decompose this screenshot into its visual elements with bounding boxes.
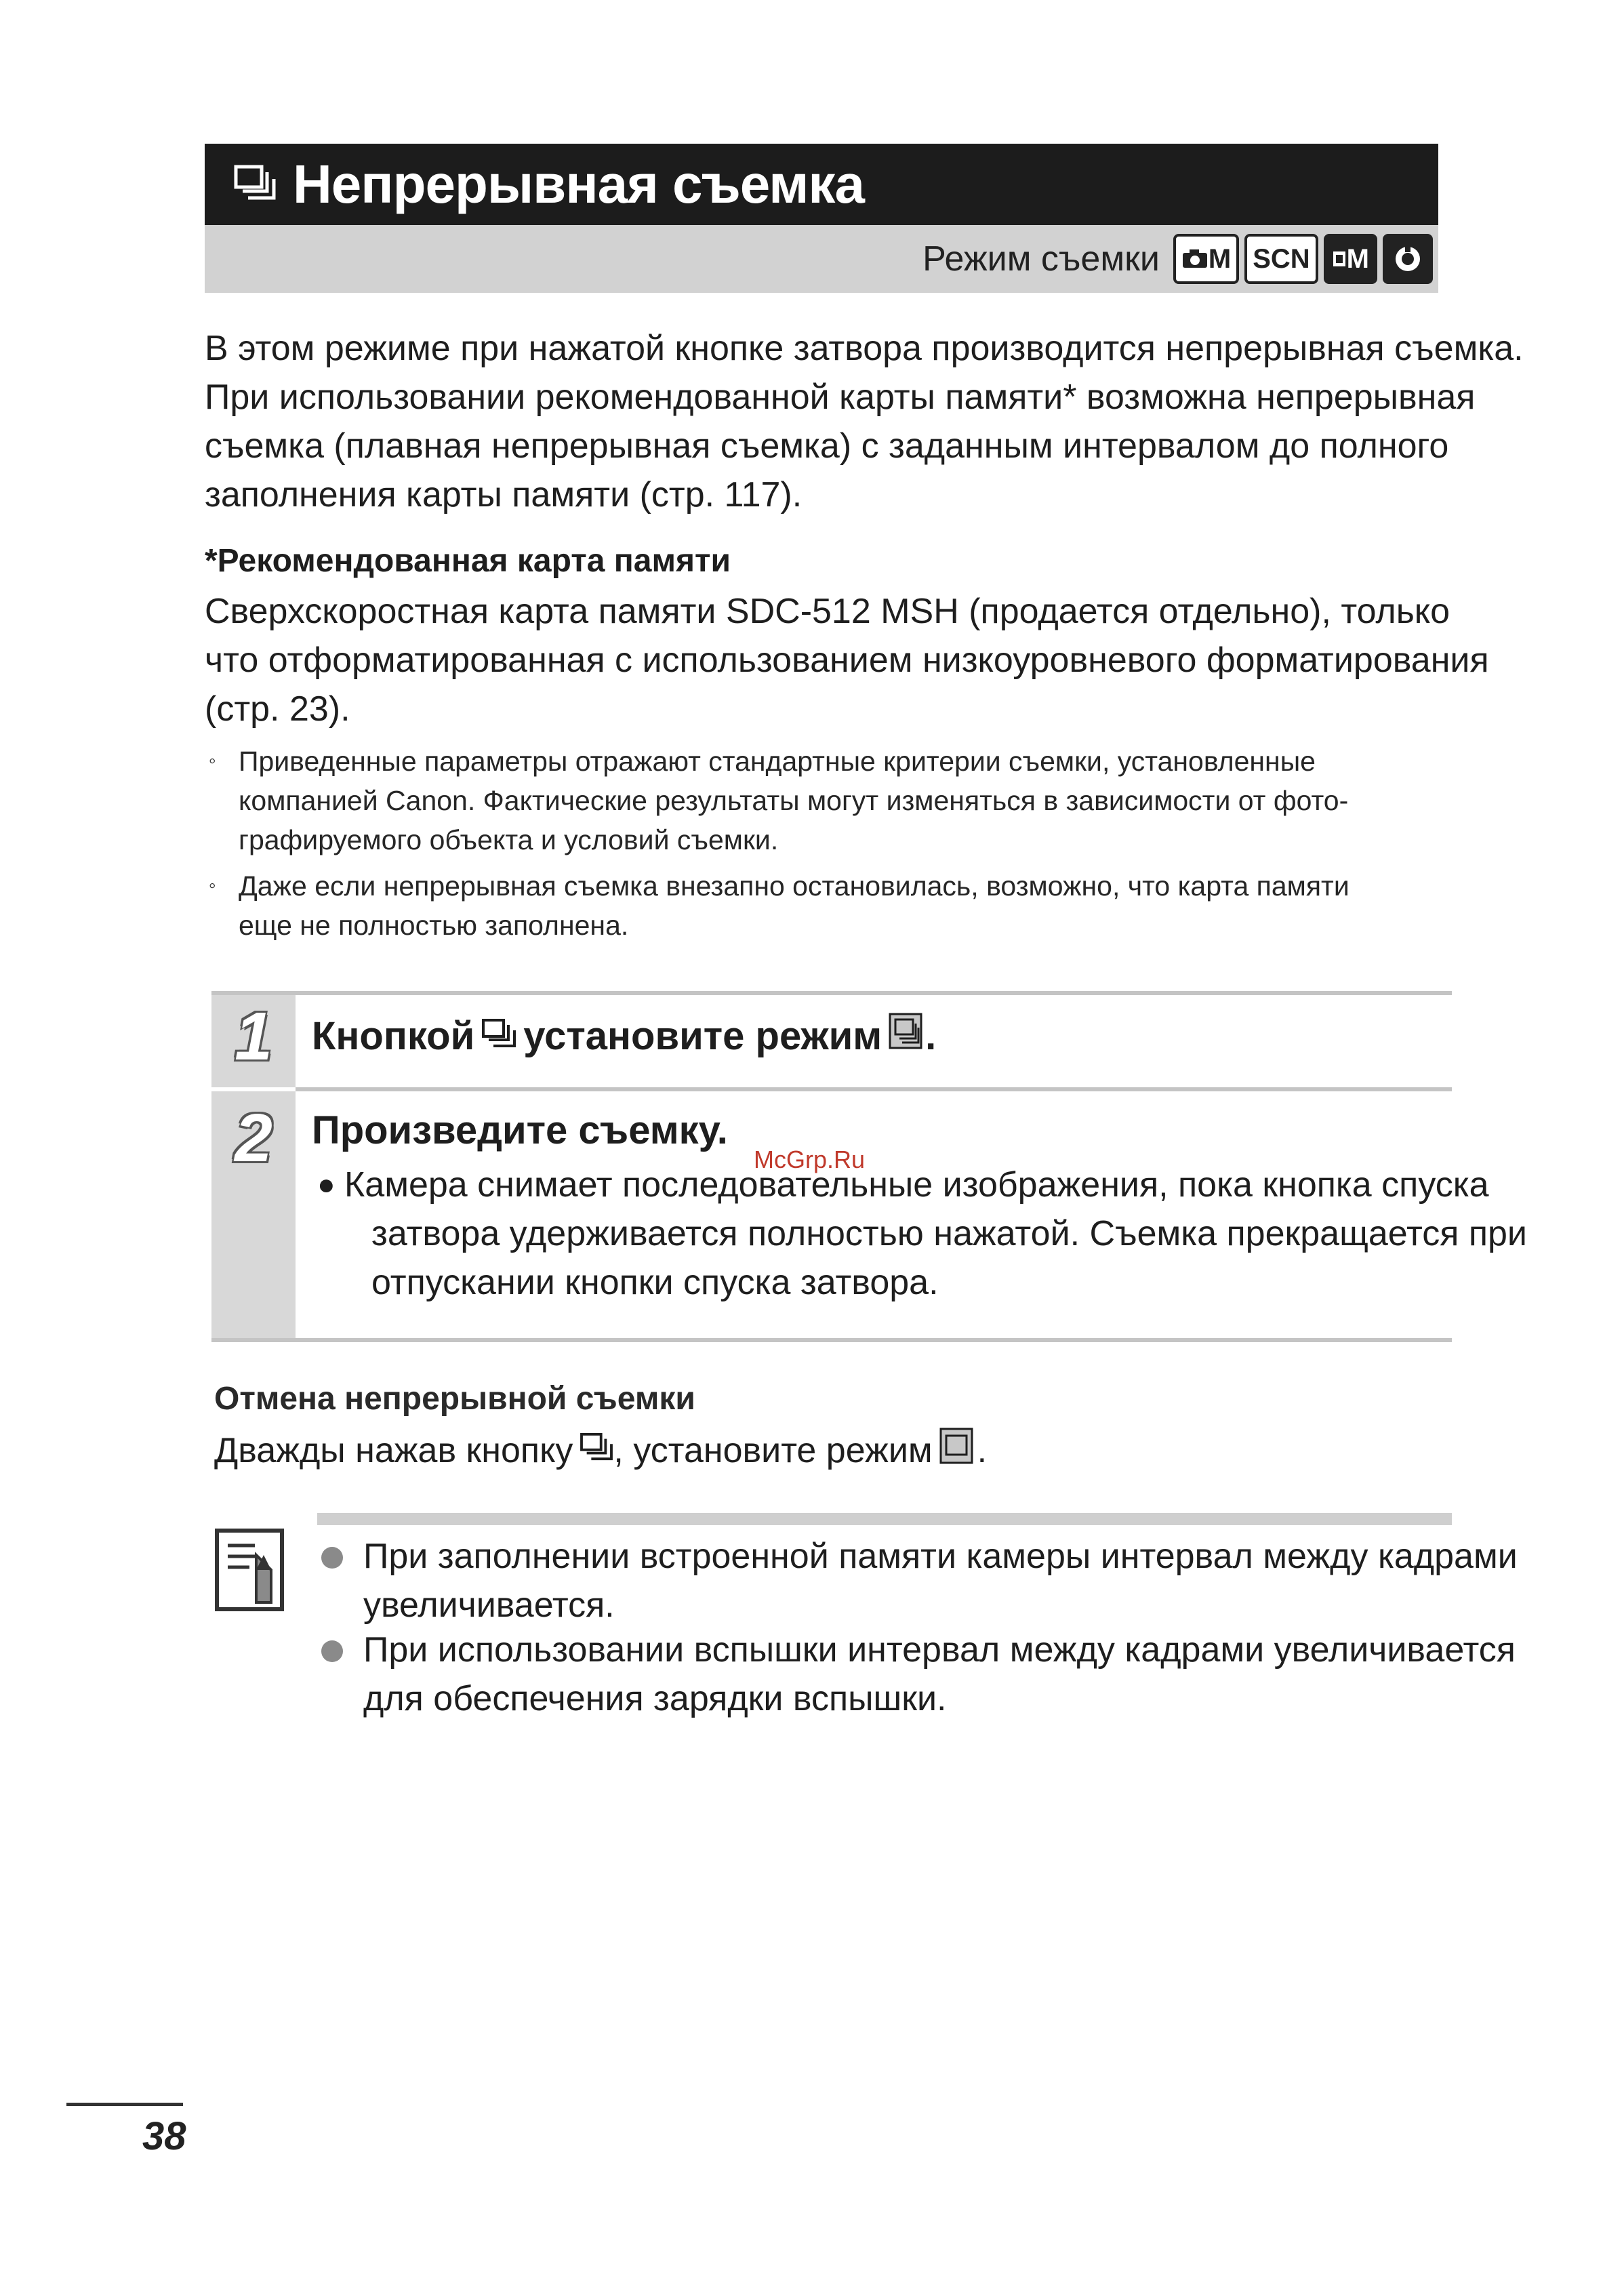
note-line: графируемого объекта и условий съемки. [239,824,779,855]
stitch-assist-mode-icon [1383,234,1433,284]
single-shot-mode-icon [939,1428,973,1473]
page-number-rule [66,2103,183,2106]
watermark: McGrp.Ru [754,1146,866,1173]
recommended-line: (стр. 23). [205,689,350,729]
recommended-card-text [205,587,1489,733]
intro-line: заполнения карты памяти (стр. 117). [205,475,803,514]
bullet-icon: ◦ [209,874,216,897]
memo-icon [214,1528,289,1619]
step-number: 2 [235,1100,272,1176]
shooting-mode-bar [205,225,1438,293]
note-item [209,866,1349,945]
bullet-icon [321,1640,343,1662]
steps-bottom-rule [211,1338,1452,1342]
bullet-icon: ● [317,1168,336,1201]
recommended-line: Сверхскоростная карта памяти SDC-512 MSH (продается отдельно), только [205,592,1450,631]
step-1-title: Кнопкой установите режим . [312,1013,937,1058]
continuous-mode-icon [889,1013,922,1059]
camera-m-mode-icon: M [1173,234,1239,284]
steps-middle-rule [296,1087,1452,1091]
step-2-title: Произведите съемку. [312,1108,728,1152]
note-line: еще не полностью заполнена. [239,910,629,941]
step-2-description: ● Камера снимает последовательные изображения, пока кнопка спуска затвора удерживается полностью нажатой. Съемка прекращается при отпускании кнопки спуска затвора. [344,1160,1527,1307]
step-number: 1 [235,998,272,1074]
intro-line: При использовании рекомендованной карты памяти* возможна непрерывная [205,378,1476,417]
title-bar [205,144,1438,225]
cancel-text: Дважды нажав кнопку , установите режим . [214,1428,987,1473]
scn-mode-icon: SCN [1244,234,1318,284]
bullet-icon: ◦ [209,750,216,772]
note-line: Приведенные параметры отражают стандартные критерии съемки, установленные [239,746,1316,777]
continuous-shooting-icon [580,1430,613,1471]
note-line: Даже если непрерывная съемка внезапно остановилась, возможно, что карта памяти [239,870,1349,902]
intro-paragraph [205,324,1524,519]
recommended-card-heading: *Рекомендованная карта памяти [205,543,731,579]
intro-line: В этом режиме при нажатой кнопке затвора производится непрерывная съемка. [205,329,1524,368]
shooting-mode-label: Режим съемки [922,239,1160,279]
note-line: компанией Canon. Фактические результаты могут изменяться в зависимости от фото- [239,785,1349,816]
movie-m-mode-icon: M [1324,234,1377,284]
cancel-heading: Отмена непрерывной съемки [214,1381,695,1417]
page-title: Непрерывная съемка [293,154,864,214]
recommended-line: что отформатированная с использованием низкоуровневого форматирования [205,641,1489,680]
memo-rule [317,1513,1452,1525]
bullet-icon [321,1547,343,1569]
continuous-shooting-icon [481,1013,516,1059]
page-number: 38 [142,2114,186,2158]
memo-item: При заполнении встроенной памяти камеры интервал между кадрами увеличивается. [363,1532,1518,1630]
memo-item: При использовании вспышки интервал между кадрами увеличивается для обеспечения зарядки вспышки. [363,1625,1516,1723]
intro-line: съемка (плавная непрерывная съемка) с заданным интервалом до полного [205,426,1449,466]
continuous-shooting-icon [233,164,277,205]
steps-top-rule [211,991,1452,995]
note-item [209,742,1349,860]
